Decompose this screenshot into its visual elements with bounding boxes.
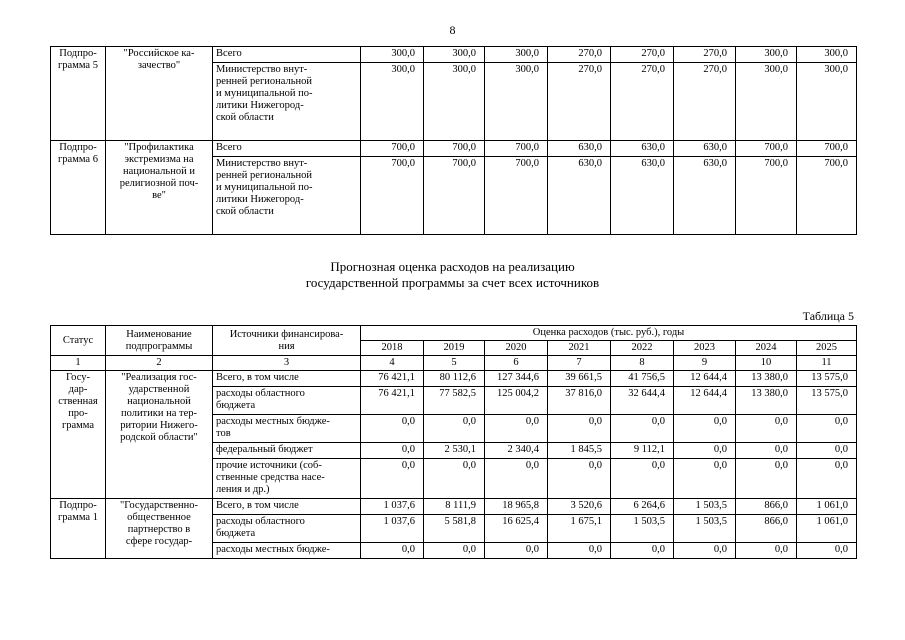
- value-cell: 0,0: [485, 543, 548, 559]
- value-cell: 0,0: [797, 443, 857, 459]
- value-cell: 0,0: [611, 459, 674, 499]
- column-number-cell: 9: [674, 356, 736, 371]
- value-cell: 41 756,5: [611, 371, 674, 387]
- value-cell: 630,0: [674, 141, 736, 157]
- table-caption: [0, 259, 905, 291]
- header-estimate: Оценка расходов (тыс. руб.), годы: [361, 326, 857, 341]
- header-name: Наименование подпрограммы: [106, 326, 213, 356]
- value-cell: 300,0: [797, 63, 857, 141]
- value-cell: 12 644,4: [674, 387, 736, 415]
- value-cell: 2 340,4: [485, 443, 548, 459]
- caption-line-2: государственной программы за счет всех источников: [305, 275, 600, 290]
- value-cell: 270,0: [548, 63, 611, 141]
- value-cell: 1 503,5: [674, 499, 736, 515]
- funding-source-cell: расходы местных бюдже- тов: [213, 415, 361, 443]
- value-cell: 37 816,0: [548, 387, 611, 415]
- column-number-cell: 8: [611, 356, 674, 371]
- value-cell: 0,0: [361, 543, 424, 559]
- funding-source-cell: расходы областного бюджета: [213, 515, 361, 543]
- value-cell: 866,0: [736, 515, 797, 543]
- value-cell: 0,0: [361, 415, 424, 443]
- page-number: 8: [449, 23, 456, 37]
- value-cell: 630,0: [611, 157, 674, 235]
- value-cell: 630,0: [611, 141, 674, 157]
- year-cell: 2018: [361, 341, 424, 356]
- value-cell: 0,0: [674, 443, 736, 459]
- value-cell: 127 344,6: [485, 371, 548, 387]
- caption-line-1: Прогнозная оценка расходов на реализацию: [330, 259, 575, 274]
- year-cell: 2025: [797, 341, 857, 356]
- value-cell: 0,0: [674, 543, 736, 559]
- value-cell: 0,0: [485, 459, 548, 499]
- value-cell: 0,0: [674, 415, 736, 443]
- value-cell: 13 575,0: [797, 387, 857, 415]
- table-row: [51, 47, 857, 63]
- value-cell: 300,0: [424, 63, 485, 141]
- funding-source-cell: прочие источники (соб- ственные средства насе- ления и др.): [213, 459, 361, 499]
- column-number-cell: 7: [548, 356, 611, 371]
- value-cell: 0,0: [797, 459, 857, 499]
- value-cell: 270,0: [611, 63, 674, 141]
- value-cell: 32 644,4: [611, 387, 674, 415]
- header-status: Статус: [51, 326, 106, 356]
- value-cell: 300,0: [797, 47, 857, 63]
- funding-source-cell: Всего, в том числе: [213, 371, 361, 387]
- year-cell: 2021: [548, 341, 611, 356]
- value-cell: 270,0: [674, 63, 736, 141]
- value-cell: 630,0: [674, 157, 736, 235]
- value-cell: 0,0: [361, 459, 424, 499]
- header-row: [51, 326, 857, 341]
- year-cell: 2022: [611, 341, 674, 356]
- value-cell: 39 661,5: [548, 371, 611, 387]
- value-cell: 700,0: [485, 141, 548, 157]
- value-cell: 630,0: [548, 141, 611, 157]
- value-cell: 700,0: [424, 141, 485, 157]
- year-cell: 2024: [736, 341, 797, 356]
- value-cell: 125 004,2: [485, 387, 548, 415]
- value-cell: 0,0: [611, 543, 674, 559]
- status-cell: Подпро- грамма 6: [51, 141, 106, 235]
- value-cell: 1 061,0: [797, 499, 857, 515]
- value-cell: 12 644,4: [674, 371, 736, 387]
- value-cell: 0,0: [611, 415, 674, 443]
- value-cell: 0,0: [424, 543, 485, 559]
- funding-source-cell: федеральный бюджет: [213, 443, 361, 459]
- value-cell: 630,0: [548, 157, 611, 235]
- value-cell: 700,0: [424, 157, 485, 235]
- value-cell: 13 380,0: [736, 371, 797, 387]
- value-cell: 0,0: [736, 415, 797, 443]
- value-cell: 1 503,5: [674, 515, 736, 543]
- funding-source-cell: Министерство внут- ренней региональной и муниципальной по- литики Нижегород- ской области: [213, 157, 361, 235]
- value-cell: 0,0: [548, 459, 611, 499]
- value-cell: 700,0: [736, 157, 797, 235]
- value-cell: 0,0: [548, 543, 611, 559]
- value-cell: 0,0: [424, 415, 485, 443]
- program-name-cell: "Профилактика экстремизма на национальной и религиозной поч- ве": [106, 141, 213, 235]
- value-cell: 0,0: [797, 415, 857, 443]
- value-cell: 1 061,0: [797, 515, 857, 543]
- value-cell: 300,0: [424, 47, 485, 63]
- value-cell: 1 037,6: [361, 499, 424, 515]
- value-cell: 6 264,6: [611, 499, 674, 515]
- value-cell: 300,0: [736, 47, 797, 63]
- value-cell: 300,0: [736, 63, 797, 141]
- value-cell: 700,0: [736, 141, 797, 157]
- value-cell: 0,0: [797, 543, 857, 559]
- program-name-cell: "Реализация гос- ударственной национальной политики на тер- ритории Нижего- родской области": [106, 371, 213, 499]
- value-cell: 1 675,1: [548, 515, 611, 543]
- value-cell: 9 112,1: [611, 443, 674, 459]
- value-cell: 0,0: [736, 543, 797, 559]
- status-cell: Подпро- грамма 5: [51, 47, 106, 141]
- year-cell: 2020: [485, 341, 548, 356]
- value-cell: 300,0: [361, 63, 424, 141]
- funding-source-cell: Всего, в том числе: [213, 499, 361, 515]
- table-row: [51, 499, 857, 515]
- value-cell: 5 581,8: [424, 515, 485, 543]
- year-cell: 2023: [674, 341, 736, 356]
- column-number-cell: 11: [797, 356, 857, 371]
- table-row: [51, 141, 857, 157]
- value-cell: 80 112,6: [424, 371, 485, 387]
- value-cell: 76 421,1: [361, 371, 424, 387]
- column-number-cell: 2: [106, 356, 213, 371]
- value-cell: 270,0: [548, 47, 611, 63]
- program-name-cell: "Государственно- общественное партнерство в сфере государ-: [106, 499, 213, 559]
- value-cell: 16 625,4: [485, 515, 548, 543]
- value-cell: 700,0: [361, 157, 424, 235]
- value-cell: 270,0: [611, 47, 674, 63]
- value-cell: 0,0: [361, 443, 424, 459]
- table-row: [51, 371, 857, 387]
- funding-source-cell: расходы областного бюджета: [213, 387, 361, 415]
- table-label: Таблица 5: [802, 309, 854, 323]
- value-cell: 13 380,0: [736, 387, 797, 415]
- value-cell: 700,0: [485, 157, 548, 235]
- value-cell: 0,0: [424, 459, 485, 499]
- value-cell: 300,0: [485, 63, 548, 141]
- status-cell: Госу- дар- ственная про- грамма: [51, 371, 106, 499]
- value-cell: 1 037,6: [361, 515, 424, 543]
- value-cell: 0,0: [674, 459, 736, 499]
- status-cell: Подпро- грамма 1: [51, 499, 106, 559]
- value-cell: 13 575,0: [797, 371, 857, 387]
- program-name-cell: "Российское ка- зачество": [106, 47, 213, 141]
- value-cell: 0,0: [736, 443, 797, 459]
- value-cell: 300,0: [485, 47, 548, 63]
- column-number-cell: 3: [213, 356, 361, 371]
- value-cell: 1 503,5: [611, 515, 674, 543]
- value-cell: 3 520,6: [548, 499, 611, 515]
- funding-source-cell: Всего: [213, 141, 361, 157]
- column-number-row: [51, 356, 857, 371]
- column-number-cell: 1: [51, 356, 106, 371]
- funding-source-cell: расходы местных бюдже-: [213, 543, 361, 559]
- column-number-cell: 10: [736, 356, 797, 371]
- top-budget-table: [50, 46, 857, 235]
- funding-source-cell: Министерство внут- ренней региональной и муниципальной по- литики Нижегород- ской области: [213, 63, 361, 141]
- value-cell: 0,0: [736, 459, 797, 499]
- value-cell: 270,0: [674, 47, 736, 63]
- value-cell: 0,0: [485, 415, 548, 443]
- value-cell: 700,0: [361, 141, 424, 157]
- funding-source-cell: Всего: [213, 47, 361, 63]
- value-cell: 77 582,5: [424, 387, 485, 415]
- value-cell: 1 845,5: [548, 443, 611, 459]
- column-number-cell: 6: [485, 356, 548, 371]
- column-number-cell: 4: [361, 356, 424, 371]
- year-cell: 2019: [424, 341, 485, 356]
- expense-estimate-table: [50, 325, 857, 559]
- value-cell: 0,0: [548, 415, 611, 443]
- value-cell: 2 530,1: [424, 443, 485, 459]
- value-cell: 18 965,8: [485, 499, 548, 515]
- header-sources: Источники финансирова- ния: [213, 326, 361, 356]
- value-cell: 300,0: [361, 47, 424, 63]
- value-cell: 700,0: [797, 141, 857, 157]
- value-cell: 8 111,9: [424, 499, 485, 515]
- column-number-cell: 5: [424, 356, 485, 371]
- value-cell: 76 421,1: [361, 387, 424, 415]
- value-cell: 866,0: [736, 499, 797, 515]
- value-cell: 700,0: [797, 157, 857, 235]
